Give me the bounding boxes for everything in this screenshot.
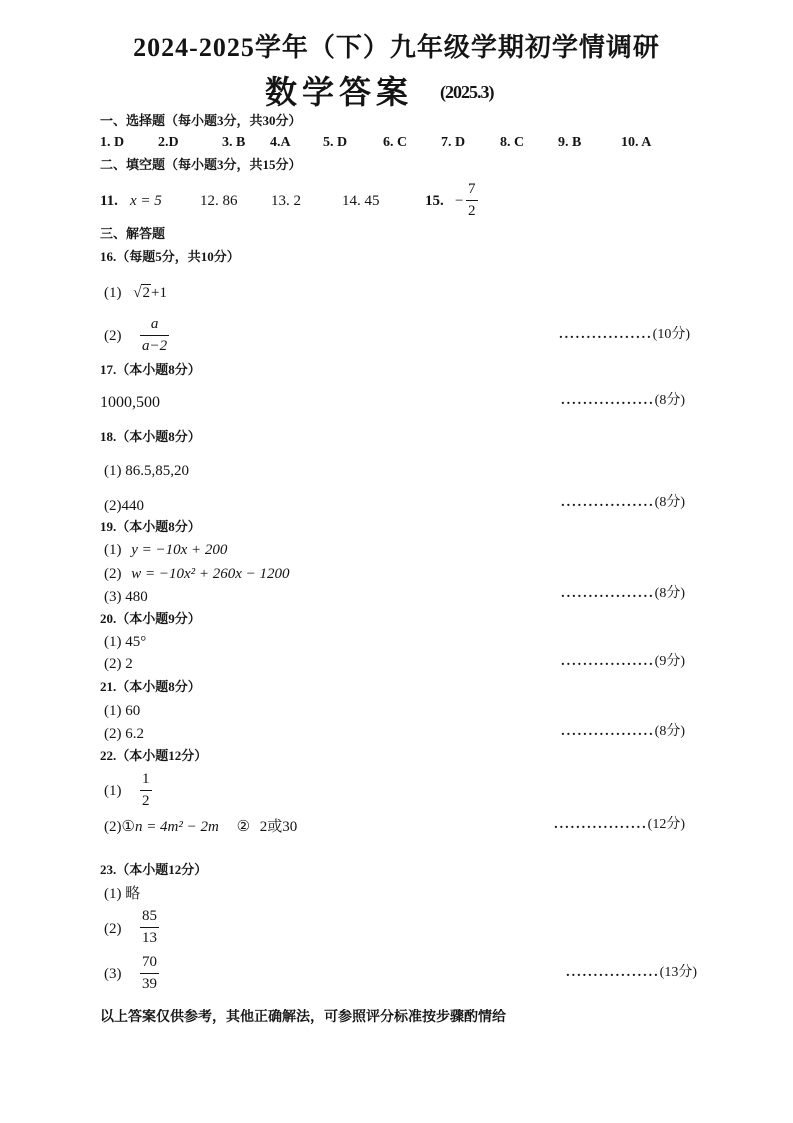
q23-part1: (1) 略 bbox=[104, 886, 141, 902]
score-value: (12分) bbox=[647, 817, 685, 832]
q19-part2 bbox=[104, 564, 290, 584]
fraction-denominator: 39 bbox=[140, 973, 159, 995]
fill-q13-answer: 13. 2 bbox=[271, 193, 301, 209]
score-leader: ................. bbox=[561, 495, 655, 510]
document-date: (2025.3) bbox=[440, 82, 494, 102]
fraction-denominator: 13 bbox=[140, 927, 159, 949]
q22-part1-fraction bbox=[140, 769, 152, 812]
part-label: (2)① bbox=[104, 819, 135, 835]
score-leader: ................. bbox=[561, 654, 655, 669]
fraction-numerator: 85 bbox=[142, 908, 157, 924]
score-leader: ................. bbox=[561, 586, 655, 601]
q17-score bbox=[561, 392, 685, 410]
q22-part1-label: (1) bbox=[104, 783, 122, 799]
fill-q11-number: 11. bbox=[100, 193, 118, 209]
q16-part2-fraction bbox=[140, 314, 169, 357]
q23-heading: 23.（本小题12分） bbox=[100, 862, 208, 877]
fraction-numerator: 7 bbox=[468, 181, 476, 197]
choice-heading: 一、选择题（每小题3分，共30分） bbox=[100, 113, 302, 128]
choice-answer: 4.A bbox=[270, 135, 291, 150]
document-title: 2024-2025学年（下）九年级学期初学情调研 bbox=[133, 33, 660, 62]
q17-answer: 1000,500 bbox=[100, 394, 160, 411]
fraction-numerator: a bbox=[150, 316, 159, 332]
fraction-denominator: 2 bbox=[140, 790, 152, 812]
fill-q15-sign: − bbox=[455, 193, 464, 209]
score-leader: ................. bbox=[566, 965, 660, 980]
q22-part2 bbox=[104, 817, 297, 837]
q18-part1: (1) 86.5,85,20 bbox=[104, 463, 189, 479]
choice-answer: 5. D bbox=[323, 135, 348, 150]
radical-sign: √ bbox=[133, 285, 142, 301]
q22-score bbox=[554, 816, 685, 834]
q18-part2: (2)440 bbox=[104, 498, 144, 514]
q18-heading: 18.（本小题8分） bbox=[100, 429, 201, 444]
q16-score bbox=[559, 326, 690, 344]
score-leader: ................. bbox=[561, 724, 655, 739]
q19-heading: 19.（本小题8分） bbox=[100, 519, 201, 534]
score-value: (8分) bbox=[654, 724, 685, 739]
score-value: (10分) bbox=[652, 327, 690, 342]
fill-q12-answer: 12. 86 bbox=[200, 193, 238, 209]
q20-score bbox=[561, 653, 685, 671]
q16-part1 bbox=[104, 283, 167, 303]
expression-tail: +1 bbox=[150, 285, 167, 301]
document-subtitle: 数学答案 bbox=[265, 74, 414, 110]
q23-part2-fraction bbox=[140, 906, 159, 949]
fill-q11-answer: x = 5 bbox=[130, 193, 162, 209]
fill-q15-number: 15. bbox=[425, 193, 444, 209]
fraction-numerator: 1 bbox=[142, 771, 150, 787]
choice-answer: 7. D bbox=[441, 135, 466, 150]
score-value: (13分) bbox=[659, 965, 697, 980]
q23-part2-label: (2) bbox=[104, 921, 122, 937]
q18-score bbox=[561, 494, 685, 512]
q20-part2: (2) 2 bbox=[104, 656, 133, 672]
q23-part3-fraction bbox=[140, 952, 159, 995]
q16-heading: 16.（每题5分，共10分） bbox=[100, 249, 240, 264]
q19-part3: (3) 480 bbox=[104, 589, 148, 605]
footer-note: 以上答案仅供参考，其他正确解法，可参照评分标准按步骤酌情给 bbox=[100, 1010, 506, 1025]
part-label: (1) bbox=[104, 542, 122, 558]
part-label: (1) bbox=[104, 285, 122, 301]
score-leader: ................. bbox=[561, 393, 655, 408]
q19-part1 bbox=[104, 540, 227, 560]
part-answer: 2或30 bbox=[259, 819, 298, 835]
part-label: (2) bbox=[104, 566, 122, 582]
choice-answer: 6. C bbox=[383, 135, 408, 150]
fill-q14-answer: 14. 45 bbox=[342, 193, 380, 209]
q20-heading: 20.（本小题9分） bbox=[100, 611, 201, 626]
q21-heading: 21.（本小题8分） bbox=[100, 679, 201, 694]
choice-answer: 2.D bbox=[158, 135, 179, 150]
fill-heading: 二、填空题（每小题3分，共15分） bbox=[100, 157, 302, 172]
score-leader: ................. bbox=[559, 327, 653, 342]
choice-answer: 9. B bbox=[558, 135, 582, 150]
score-value: (8分) bbox=[654, 495, 685, 510]
fraction-denominator: a−2 bbox=[140, 335, 169, 357]
q21-part2: (2) 6.2 bbox=[104, 726, 144, 742]
part-mark: ② bbox=[236, 819, 251, 835]
q16-part2-label: (2) bbox=[104, 328, 122, 344]
score-value: (9分) bbox=[654, 654, 685, 669]
part-answer: y = −10x + 200 bbox=[131, 542, 228, 558]
fraction-numerator: 70 bbox=[142, 954, 157, 970]
part-answer: w = −10x² + 260x − 1200 bbox=[131, 566, 290, 582]
q21-score bbox=[561, 723, 685, 741]
q21-part1: (1) 60 bbox=[104, 703, 141, 719]
radicand: 2 bbox=[142, 285, 150, 301]
choice-answer: 10. A bbox=[621, 135, 652, 150]
fraction-denominator: 2 bbox=[466, 200, 478, 222]
part-expression: n = 4m² − 2m bbox=[134, 819, 219, 835]
choice-answer: 8. C bbox=[500, 135, 525, 150]
solve-heading: 三、解答题 bbox=[100, 226, 166, 241]
choice-answer: 3. B bbox=[222, 135, 246, 150]
score-value: (8分) bbox=[654, 393, 685, 408]
fill-q15-fraction bbox=[466, 179, 478, 222]
q23-score bbox=[566, 964, 697, 982]
q22-heading: 22.（本小题12分） bbox=[100, 748, 208, 763]
q17-heading: 17.（本小题8分） bbox=[100, 362, 201, 377]
q23-part3-label: (3) bbox=[104, 966, 122, 982]
score-leader: ................. bbox=[554, 817, 648, 832]
score-value: (8分) bbox=[654, 586, 685, 601]
q19-score bbox=[561, 585, 685, 603]
choice-answer: 1. D bbox=[100, 135, 125, 150]
q20-part1: (1) 45° bbox=[104, 634, 147, 650]
